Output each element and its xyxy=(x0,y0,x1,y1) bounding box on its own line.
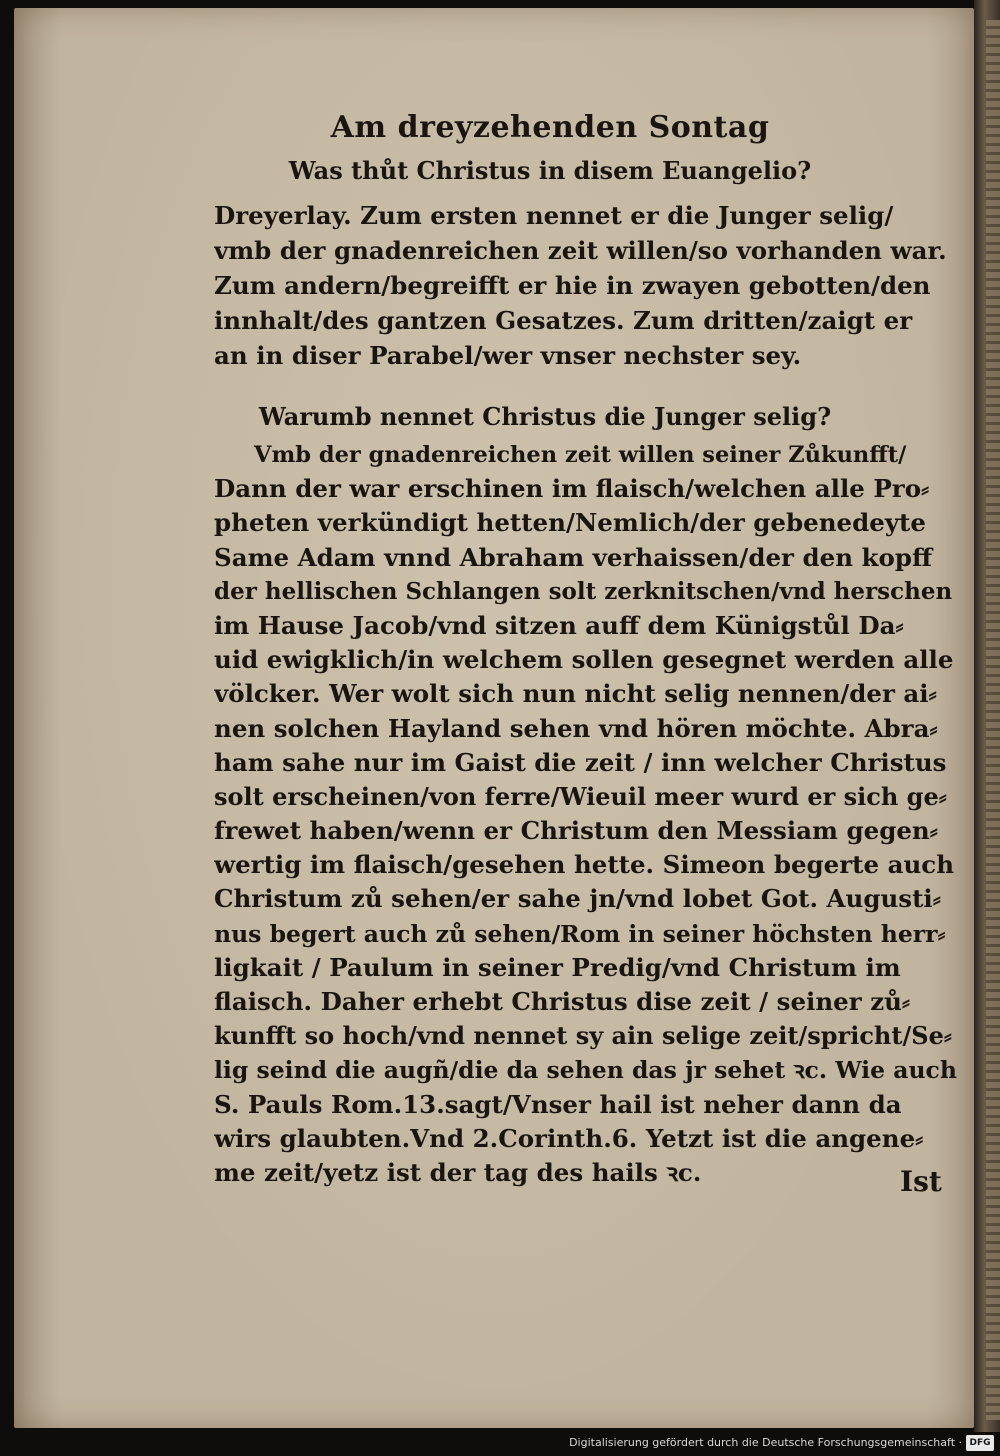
answer-paragraph-2 xyxy=(214,438,959,1190)
text-line: der hellischen Schlangen solt zerknitschen/vnd herschen xyxy=(214,577,953,605)
answer-paragraph-1 xyxy=(214,198,959,373)
text-line: Zum andern/begreifft er hie in zwayen gebotten/den xyxy=(214,271,931,300)
text-line: nus begert auch zů sehen/Rom in seiner höchsten herr⸗ xyxy=(214,919,946,948)
text-line: ham sahe nur im Gaist die zeit / inn welcher Christus xyxy=(214,747,947,777)
catchword: Ist xyxy=(900,1165,942,1198)
text-line: Dann der war erschinen im flaisch/welchen alle Pro⸗ xyxy=(214,474,930,504)
text-line: Vmb der gnadenreichen zeit willen seiner Zůkunfft/ xyxy=(254,442,907,468)
running-head: Am dreyzehenden Sontag xyxy=(330,110,770,145)
text-line: kunfft so hoch/vnd nennet sy ain selige zeit/spricht/Se⸗ xyxy=(214,1021,952,1051)
question-heading-2: Warumb nennet Christus die Junger selig? xyxy=(258,402,832,431)
text-line: im Hause Jacob/vnd sitzen auff dem Künigstůl Da⸗ xyxy=(214,610,904,640)
text-line: flaisch. Daher erhebt Christus dise zeit / seiner zů⸗ xyxy=(214,987,911,1016)
text-line: völcker. Wer wolt sich nun nicht selig nennen/der ai⸗ xyxy=(214,679,937,709)
digitization-footer xyxy=(0,1432,1000,1456)
text-line: an in diser Parabel/wer vnser nechster sey. xyxy=(214,341,802,370)
text-line: me zeit/yetz ist der tag des hails ꝛc. xyxy=(214,1157,702,1187)
text-line: lig seind die augñ/die da sehen das jr sehet ꝛc. Wie auch xyxy=(214,1056,957,1085)
text-line: wertig im flaisch/gesehen hette. Simeon begerte auch xyxy=(214,850,955,880)
text-line: Dreyerlay. Zum ersten nennet er die Junger selig/ xyxy=(214,201,894,230)
text-line: frewet haben/wenn er Christum den Messiam gegen⸗ xyxy=(214,816,938,846)
text-line: innhalt/des gantzen Gesatzes. Zum dritten/zaigt er xyxy=(214,306,913,335)
text-line: wirs glaubten.Vnd 2.Corinth.6. Yetzt ist die angene⸗ xyxy=(214,1123,924,1153)
text-line: solt erscheinen/von ferre/Wieuil meer wurd er sich ge⸗ xyxy=(214,781,947,811)
text-line: pheten verkündigt hetten/Nemlich/der gebenedeyte xyxy=(214,508,926,538)
text-line: Same Adam vnnd Abraham verhaissen/der den kopff xyxy=(214,542,933,572)
text-line: vmb der gnadenreichen zeit willen/so vorhanden war. xyxy=(214,236,947,265)
dfg-logo-icon: DFG xyxy=(966,1435,994,1451)
question-heading-1: Was thůt Christus in disem Euangelio? xyxy=(288,156,812,185)
text-line: ligkait / Paulum in seiner Predig/vnd Christum im xyxy=(214,952,901,982)
text-line: uid ewigklich/in welchem sollen gesegnet werden alle xyxy=(214,645,954,675)
text-line: S. Pauls Rom.13.sagt/Vnser hail ist neher dann da xyxy=(214,1089,902,1119)
text-line: Christum zů sehen/er sahe jn/vnd lobet Got. Augusti⸗ xyxy=(214,884,941,914)
footer-credit: Digitalisierung gefördert durch die Deutsche Forschungsgemeinschaft · xyxy=(569,1436,962,1449)
text-line: nen solchen Hayland sehen vnd hören möchte. Abra⸗ xyxy=(214,713,938,743)
